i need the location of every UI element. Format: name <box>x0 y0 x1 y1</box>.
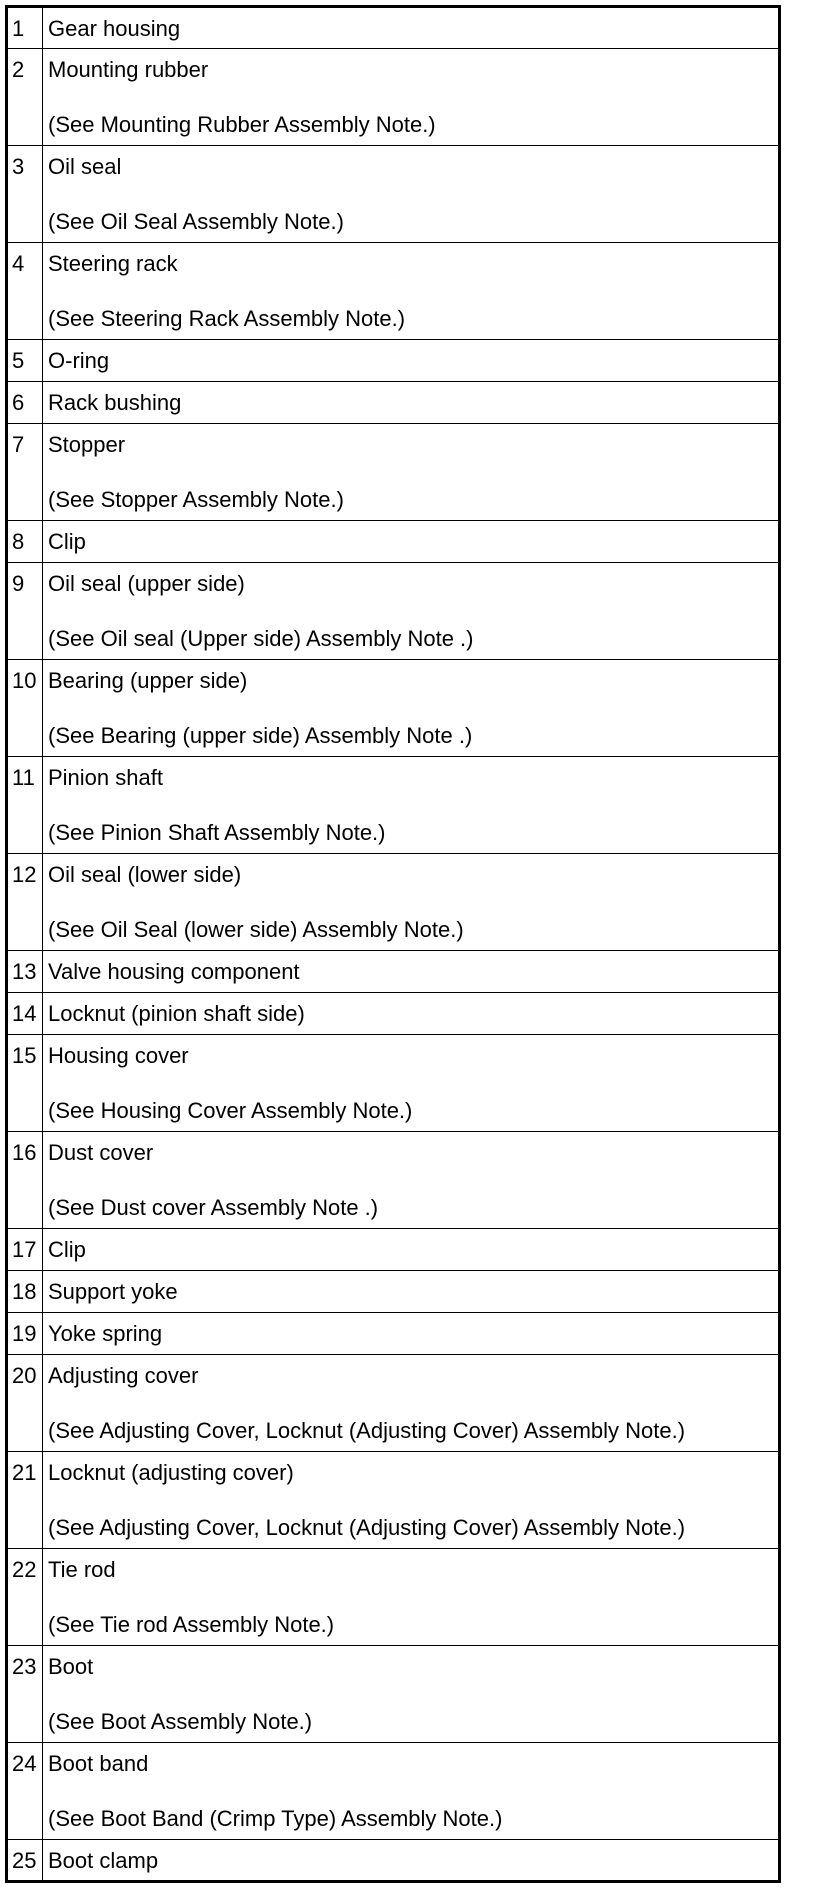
part-name: Oil seal (lower side) <box>48 862 242 887</box>
part-number: 5 <box>7 340 43 382</box>
part-description <box>43 1229 780 1271</box>
part-number: 12 <box>7 854 43 951</box>
table-row <box>7 243 780 340</box>
part-number: 15 <box>7 1035 43 1132</box>
part-description <box>43 1743 780 1840</box>
table-row <box>7 1743 780 1840</box>
part-description <box>43 660 780 757</box>
part-name: Locknut (pinion shaft side) <box>48 1001 305 1026</box>
part-assembly-note: (See Oil Seal (lower side) Assembly Note.) <box>48 917 464 942</box>
table-row <box>7 424 780 521</box>
table-row <box>7 1313 780 1355</box>
table-row <box>7 382 780 424</box>
part-number: 19 <box>7 1313 43 1355</box>
part-number: 11 <box>7 757 43 854</box>
part-description <box>43 563 780 660</box>
part-assembly-note: (See Steering Rack Assembly Note.) <box>48 306 406 331</box>
part-number: 22 <box>7 1549 43 1646</box>
table-row <box>7 1355 780 1452</box>
part-name: Yoke spring <box>48 1321 163 1346</box>
part-description <box>43 1646 780 1743</box>
part-assembly-note: (See Boot Assembly Note.) <box>48 1709 313 1734</box>
part-number: 8 <box>7 521 43 563</box>
part-number: 2 <box>7 49 43 146</box>
part-number: 23 <box>7 1646 43 1743</box>
part-name: Boot <box>48 1654 94 1679</box>
part-name: Adjusting cover <box>48 1363 199 1388</box>
part-name: Tie rod <box>48 1557 116 1582</box>
part-name: Rack bushing <box>48 390 182 415</box>
part-name: Gear housing <box>48 16 181 41</box>
table-row <box>7 660 780 757</box>
table-row <box>7 1132 780 1229</box>
part-name: Clip <box>48 1237 86 1262</box>
part-assembly-note: (See Boot Band (Crimp Type) Assembly Note.) <box>48 1806 503 1831</box>
part-description <box>43 1132 780 1229</box>
part-number: 6 <box>7 382 43 424</box>
part-assembly-note: (See Mounting Rubber Assembly Note.) <box>48 112 436 137</box>
part-number: 10 <box>7 660 43 757</box>
table-row <box>7 1646 780 1743</box>
part-number: 13 <box>7 951 43 993</box>
part-name: Mounting rubber <box>48 57 209 82</box>
part-assembly-note: (See Housing Cover Assembly Note.) <box>48 1098 413 1123</box>
part-name: Dust cover <box>48 1140 154 1165</box>
part-assembly-note: (See Stopper Assembly Note.) <box>48 487 344 512</box>
part-number: 7 <box>7 424 43 521</box>
part-description <box>43 1271 780 1313</box>
part-description <box>43 146 780 243</box>
table-row <box>7 521 780 563</box>
part-number: 18 <box>7 1271 43 1313</box>
part-number: 3 <box>7 146 43 243</box>
part-description <box>43 340 780 382</box>
part-description <box>43 854 780 951</box>
part-assembly-note: (See Adjusting Cover, Locknut (Adjusting Cover) Assembly Note.) <box>48 1418 686 1443</box>
part-description <box>43 243 780 340</box>
part-name: Boot clamp <box>48 1848 159 1873</box>
part-description <box>43 993 780 1035</box>
part-number: 4 <box>7 243 43 340</box>
table-row <box>7 563 780 660</box>
part-name: Oil seal (upper side) <box>48 571 245 596</box>
part-description <box>43 7 780 49</box>
part-description <box>43 1313 780 1355</box>
part-assembly-note: (See Adjusting Cover, Locknut (Adjusting Cover) Assembly Note.) <box>48 1515 686 1540</box>
part-number: 9 <box>7 563 43 660</box>
part-description <box>43 521 780 563</box>
part-description <box>43 382 780 424</box>
part-name: Locknut (adjusting cover) <box>48 1460 294 1485</box>
part-name: O-ring <box>48 348 110 373</box>
part-name: Pinion shaft <box>48 765 163 790</box>
part-description <box>43 1355 780 1452</box>
part-description <box>43 1452 780 1549</box>
table-row <box>7 340 780 382</box>
part-description <box>43 1840 780 1882</box>
part-name: Stopper <box>48 432 126 457</box>
part-name: Support yoke <box>48 1279 178 1304</box>
part-description <box>43 1549 780 1646</box>
part-assembly-note: (See Dust cover Assembly Note .) <box>48 1195 379 1220</box>
table-row <box>7 1229 780 1271</box>
part-name: Clip <box>48 529 86 554</box>
table-row <box>7 757 780 854</box>
table-row <box>7 1549 780 1646</box>
table-row <box>7 1452 780 1549</box>
table-row <box>7 951 780 993</box>
part-description <box>43 49 780 146</box>
part-number: 25 <box>7 1840 43 1882</box>
table-row <box>7 1035 780 1132</box>
table-row <box>7 1840 780 1882</box>
part-assembly-note: (See Oil seal (Upper side) Assembly Note .) <box>48 626 474 651</box>
part-description <box>43 757 780 854</box>
part-assembly-note: (See Bearing (upper side) Assembly Note .) <box>48 723 473 748</box>
part-name: Valve housing component <box>48 959 300 984</box>
part-number: 21 <box>7 1452 43 1549</box>
part-description <box>43 951 780 993</box>
part-name: Boot band <box>48 1751 149 1776</box>
table-row <box>7 146 780 243</box>
part-assembly-note: (See Tie rod Assembly Note.) <box>48 1612 335 1637</box>
table-row <box>7 1271 780 1313</box>
part-description <box>43 1035 780 1132</box>
table-row <box>7 7 780 49</box>
part-number: 1 <box>7 7 43 49</box>
part-name: Steering rack <box>48 251 178 276</box>
part-number: 24 <box>7 1743 43 1840</box>
part-name: Oil seal <box>48 154 122 179</box>
part-name: Housing cover <box>48 1043 189 1068</box>
part-description <box>43 424 780 521</box>
parts-table <box>5 5 781 1883</box>
table-row <box>7 854 780 951</box>
part-number: 16 <box>7 1132 43 1229</box>
table-row <box>7 49 780 146</box>
parts-table-body <box>7 7 780 1882</box>
part-assembly-note: (See Oil Seal Assembly Note.) <box>48 209 344 234</box>
part-number: 17 <box>7 1229 43 1271</box>
part-number: 14 <box>7 993 43 1035</box>
part-assembly-note: (See Pinion Shaft Assembly Note.) <box>48 820 386 845</box>
part-number: 20 <box>7 1355 43 1452</box>
table-row <box>7 993 780 1035</box>
part-name: Bearing (upper side) <box>48 668 248 693</box>
